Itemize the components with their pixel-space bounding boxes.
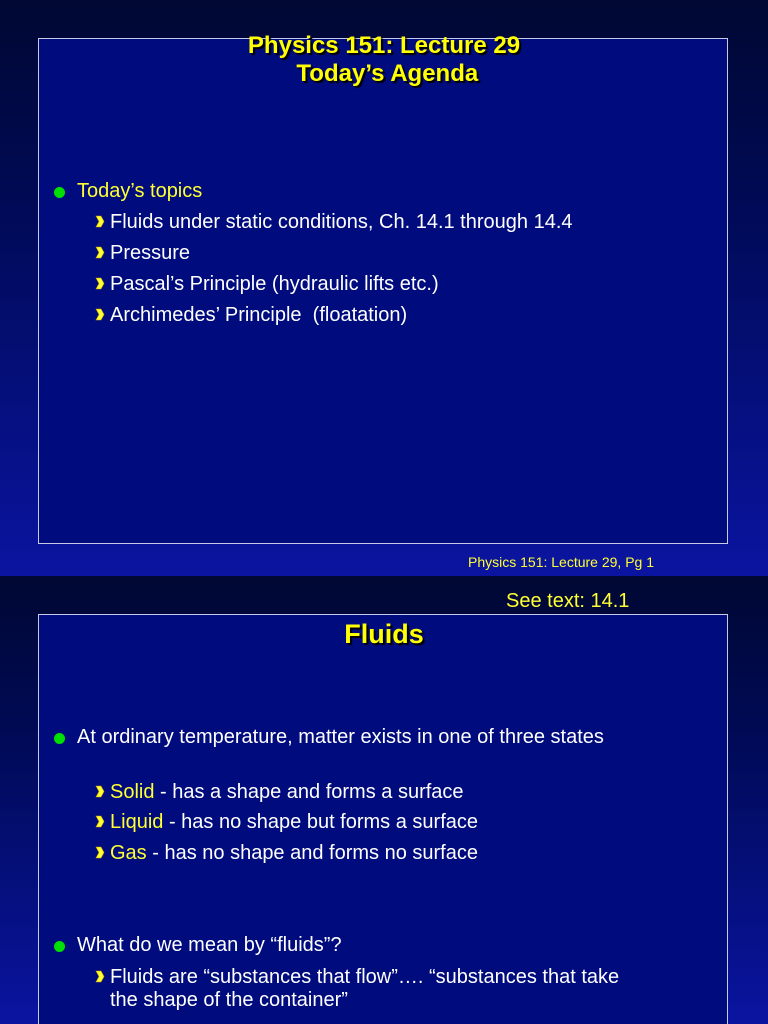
state-term: Liquid — [110, 811, 164, 833]
green-dot-icon — [54, 187, 65, 198]
sub-item-text: Pascal’s Principle (hydraulic lifts etc.) — [110, 273, 439, 295]
title-line-1: Physics 151: Lecture 29 — [247, 32, 521, 59]
state-desc: - has no shape but forms a surface — [163, 811, 478, 833]
bullet-todays-topics — [77, 180, 637, 203]
sub-item-gas — [110, 842, 630, 865]
yellow-arrow-icon — [95, 246, 105, 259]
slide-1-title — [0, 32, 768, 88]
state-term: Gas — [110, 842, 147, 864]
sub-item-text: Pressure — [110, 242, 191, 264]
sub-item-text: Fluids are “substances that flow”…. “substances that take the shape of the container” — [110, 966, 620, 1011]
slide-2 — [0, 576, 768, 1024]
yellow-arrow-icon — [95, 815, 105, 828]
sub-item-text: Fluids under static conditions, Ch. 14.1 through 14.4 — [110, 211, 573, 233]
see-text-reference: See text: 14.1 — [506, 590, 630, 612]
yellow-arrow-icon — [95, 785, 105, 798]
yellow-arrow-icon — [95, 308, 105, 321]
sub-item-pascal — [110, 273, 630, 296]
sub-item-solid — [110, 781, 630, 804]
yellow-arrow-icon — [95, 277, 105, 290]
state-desc: - has a shape and forms a surface — [154, 781, 464, 803]
sub-item-pressure — [110, 242, 630, 265]
state-desc: - has no shape and forms no surface — [146, 842, 478, 864]
bullet-matter-states — [77, 726, 637, 749]
yellow-arrow-icon — [95, 846, 105, 859]
sub-item-liquid — [110, 811, 630, 834]
bullet-text: What do we mean by “fluids”? — [77, 934, 342, 956]
green-dot-icon — [54, 733, 65, 744]
yellow-arrow-icon — [95, 970, 105, 983]
sub-item-archimedes — [110, 304, 630, 327]
slide-footer: Physics 151: Lecture 29, Pg 1 — [468, 554, 654, 570]
bullet-text: Today’s topics — [77, 180, 203, 202]
bullet-fluids-question — [77, 934, 637, 957]
bullet-text: At ordinary temperature, matter exists in one of three states — [77, 726, 604, 748]
sub-item-text: Archimedes’ Principle (floatation) — [110, 304, 408, 326]
green-dot-icon — [54, 941, 65, 952]
sub-item-fluids-definition — [110, 966, 630, 1012]
sub-item-fluids — [110, 211, 630, 234]
yellow-arrow-icon — [95, 215, 105, 228]
slide-2-title: Fluids — [344, 619, 424, 649]
title-line-2: Today’s Agenda — [289, 60, 479, 87]
state-term: Solid — [110, 781, 155, 803]
